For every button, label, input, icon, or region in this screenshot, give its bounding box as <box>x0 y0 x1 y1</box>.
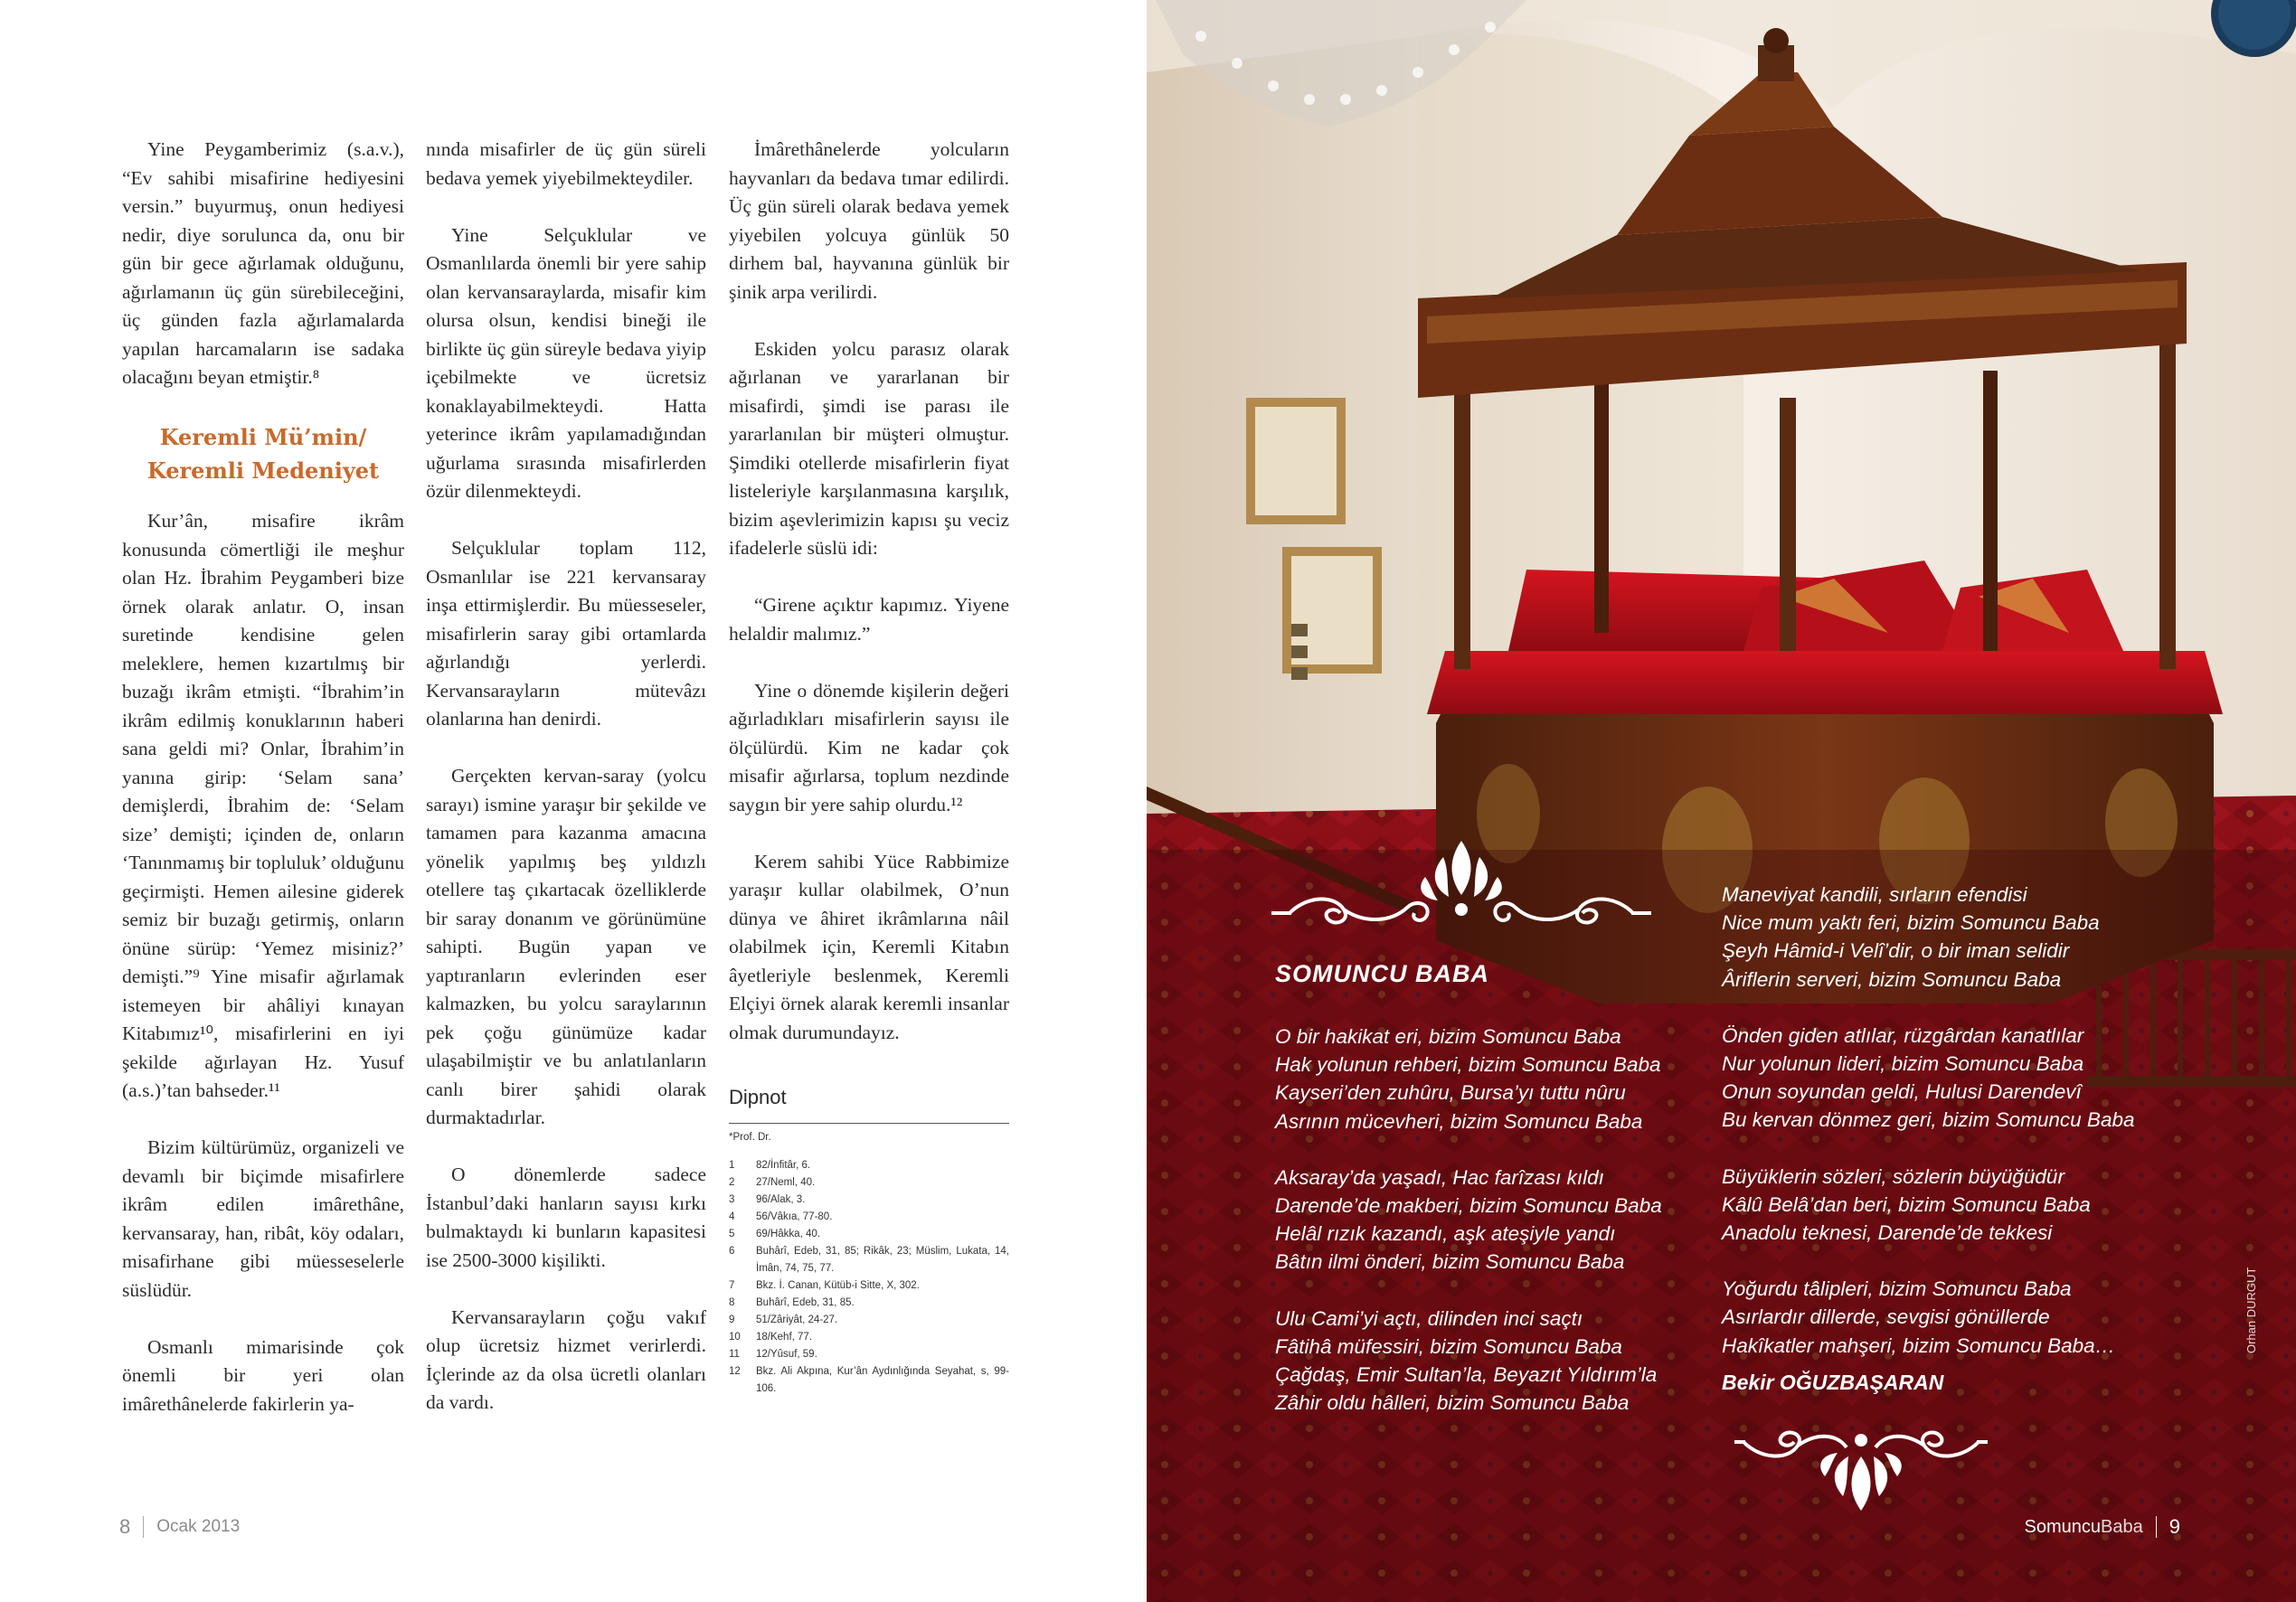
photo-credit-text: Orhan DURGUT <box>2244 1267 2258 1353</box>
paragraph: Bizim kültürümüz, organizeli ve devamlı bir biçimde misafirlere ikrâm edilen imârethâne, kervansaray, han, ribât, köy odaları, misafirhane gibi müesseselerle süslüdür. <box>122 1136 404 1301</box>
poem-line: Hakîkatler mahşeri, bizim Somuncu Baba… <box>1722 1333 2116 1357</box>
paragraph: Kervansarayların çoğu vakıf olup ücretsiz hizmet verirlerdi. İçlerinde az da olsa ücretli olanları da vardı. <box>426 1305 706 1413</box>
footnote-text: 27/Neml, 40. <box>756 1176 816 1188</box>
paragraph: Osmanlı mimarisinde çok önemli bir yeri olan imârethânelerde fakirlerin ya- <box>122 1335 404 1415</box>
poem-line: Asrının mücevheri, bizim Somuncu Baba <box>1275 1109 1643 1133</box>
poem-stanza <box>1722 1163 2134 1248</box>
poem-line: Büyüklerin sözleri, sözlerin büyüğüdür <box>1722 1164 2065 1188</box>
footnote-number: 5 <box>729 1228 735 1239</box>
paragraph: Selçuklular toplam 112, Osmanlılar ise 221 kervansaray inşa ettirmişlerdir. Bu müesseseler, misafirlerin saray gibi ortamlarda ağırlandığı yerlerdi. Kervansarayların mütevâzı olanlarına han denirdi. <box>426 537 706 730</box>
footnote-item <box>729 1157 1009 1174</box>
author-note: *Prof. Dr. <box>729 1131 771 1143</box>
footnote-number: 9 <box>729 1314 735 1325</box>
footnote-number: 10 <box>729 1331 741 1343</box>
footnote-text: Bkz. Ali Akpına, Kur’ân Aydınlığında Seyahat, s, 99-106. <box>756 1365 1009 1394</box>
footnote-item <box>729 1243 1009 1277</box>
footnote-number: 4 <box>729 1211 735 1222</box>
footer-divider <box>143 1516 144 1538</box>
poem-line: Asırlardır dillerde, sevgisi gönüllerde <box>1722 1305 2050 1329</box>
footnote-number: 6 <box>729 1245 735 1257</box>
poem-line: O bir hakikat eri, bizim Somuncu Baba <box>1275 1025 1621 1048</box>
footnote-item <box>729 1226 1009 1243</box>
right-page <box>1147 0 2296 1602</box>
footnote-item <box>729 1312 1009 1329</box>
footnote-item <box>729 1329 1009 1346</box>
footnote-item <box>729 1174 1009 1192</box>
paragraph: Yine o dönemde kişilerin değeri ağırladıkları misafirlerin sayısı ile ölçülürdü. Kim ne kadar çok misafir ağırlarsa, toplum nezdinde saygın bir yere sahip olurdu.¹² <box>729 679 1009 815</box>
paragraph: Eskiden yolcu parasız olarak ağırlanan ve yararlanan bir misafirdi, şimdi ise parası ile yararlanılan bir müşteri olmuştur. Şimdiki otellerde misafirlerin fiyat listeleriyle karşılanmasına karşılık, bizim aşevlerimizin kapısı şu veciz ifadelerle süslü idi: <box>729 337 1009 559</box>
footnote-text: 96/Alak, 3. <box>756 1193 806 1205</box>
poem-line: Zâhir oldu hâlleri, bizim Somuncu Baba <box>1275 1391 1630 1415</box>
footnote-number: 3 <box>729 1193 735 1205</box>
poem-stanza <box>1275 1305 1662 1418</box>
poem-line: Maneviyat kandili, sırların efendisi <box>1722 883 2027 906</box>
poem-line: Onun soyundan geldi, Hulusi Darendevî <box>1722 1080 2082 1104</box>
footnote-number: 11 <box>729 1348 740 1360</box>
footnote-item <box>729 1209 1009 1226</box>
text-column-1 <box>122 136 404 1447</box>
poem-line: Ulu Cami’yi açtı, dilinden inci saçtı <box>1275 1306 1583 1330</box>
footnote-text: Buhârî, Edeb, 31, 85. <box>756 1296 855 1308</box>
paragraph: Yine Selçuklular ve Osmanlılarda önemli bir yere sahip olan kervansaraylarda, misafir kim olursa olsun, kendisi bineği ile birlikte üç gün süreyle bedava yiyip içebilmekte ve ücretsiz konaklayabilmekteydi. Hatta yeterince ikrâm yapılamadığından uğurlama sırasında misafirlerden özür dilenmekteydi. <box>426 223 706 502</box>
paragraph: “Girene açıktır kapımız. Yiyene helaldir malımız.” <box>729 594 1009 645</box>
paragraph: Kerem sahibi Yüce Rabbimize yaraşır kullar olabilmek, O’nun dünya ve âhiret ikrâmlarına nâil olabilmek için, Keremli Kitabın âyetleriyle beslenmek, Keremli Elçiyi örnek alarak keremli insanlar olmak durumundayız. <box>729 850 1009 1043</box>
poem-line: Darende’de makberi, bizim Somuncu Baba <box>1275 1194 1662 1218</box>
poem-line: Önden giden atlılar, rüzgârdan kanatlılar <box>1722 1023 2084 1047</box>
poem-line: Bu kervan dönmez geri, bizim Somuncu Baba <box>1722 1108 2135 1132</box>
footnote-number: 1 <box>729 1159 735 1171</box>
footnote-item <box>729 1277 1009 1295</box>
poem-line: Helâl rızık kazandı, aşk ateşiyle yandı <box>1275 1222 1616 1246</box>
footnote-text: Buhârî, Edeb, 31, 85; Rikâk, 23; Müslim, Lukata, 14, İmân, 74, 75, 77. <box>756 1245 1009 1274</box>
footnote-text: Bkz. İ. Canan, Kütüb-i Sitte, X, 302. <box>756 1279 920 1291</box>
poem-line: Aksaray’da yaşadı, Hac farîzası kıldı <box>1275 1165 1604 1189</box>
paragraph: İmârethânelerde yolcuların hayvanları da bedava tımar edilirdi. Üç gün süreli olarak bedava yemek yiyebilen yolcuya günlük 50 dirhem bal, hayvanına günlük bir şinik arpa verilirdi. <box>729 138 1009 303</box>
text-column-2 <box>426 136 706 1446</box>
footnote-text: 12/Yûsuf, 59. <box>756 1348 817 1360</box>
poem-line: Anadolu teknesi, Darende’de tekkesi <box>1722 1221 2053 1245</box>
footnote-items <box>729 1157 1009 1398</box>
footnote-text: 56/Vâkıa, 77-80. <box>756 1211 833 1222</box>
poem-line: Kayseri’den zuhûru, Bursa’yı tuttu nûru <box>1275 1081 1626 1105</box>
page-number: 8 <box>119 1515 131 1538</box>
text-column-3 <box>729 136 1009 1398</box>
section-heading-line: Keremli Medeniyet <box>146 457 380 484</box>
poem-line: Çağdaş, Emir Sultan’la, Beyazıt Yıldırım’la <box>1275 1363 1658 1387</box>
poem-stanza <box>1722 1275 2134 1360</box>
poem-line: Yoğurdu tâlipleri, bizim Somuncu Baba <box>1722 1277 2072 1301</box>
footnote-text: 51/Zâriyât, 24-27. <box>756 1314 838 1325</box>
left-page <box>0 0 1147 1602</box>
footnote-item <box>729 1192 1009 1209</box>
poem-left-column <box>1275 1022 1662 1445</box>
footnote-number: 2 <box>729 1176 735 1188</box>
footer-divider <box>2156 1516 2157 1538</box>
issue-date: Ocak 2013 <box>156 1517 241 1536</box>
footnote-text: 82/İnfitâr, 6. <box>756 1159 811 1171</box>
poem-title: SOMUNCU BABA <box>1275 960 1489 987</box>
footnote-item <box>729 1295 1009 1312</box>
poem-stanza <box>1275 1164 1662 1277</box>
page-footer-right <box>2025 1515 2180 1539</box>
ornament-top <box>1271 841 1651 931</box>
paragraph: Yine Peygamberimiz (s.a.v.), “Ev sahibi misafirine hediyesini versin.” buyurmuş, onun hediyesi nedir, diye sorulunca da, onu bir gün bir gece ağırlamak olduğunu, ağırlamanın üç gün sürebileceğini, üç günden fazla ağırlamalarda yapılan harcamaların ise sadaka olacağını beyan etmiştir.⁸ <box>122 138 404 388</box>
poem-stanza <box>1722 1022 2134 1135</box>
footnote-text: 18/Kehf, 77. <box>756 1331 813 1343</box>
poem-line: Hak yolunun rehberi, bizim Somuncu Baba <box>1275 1053 1661 1077</box>
brand-part: Baba <box>2101 1516 2143 1537</box>
paragraph: O dönemlerde sadece İstanbul’daki hanların sayısı kırkı bulmaktaydı ki bunların kapasitesi ise 2500-3000 kişilikti. <box>426 1164 706 1271</box>
section-heading-line: Keremli Mü’min/ <box>159 424 367 450</box>
poem-line: Fâtihâ müfessiri, bizim Somuncu Baba <box>1275 1334 1622 1358</box>
section-heading <box>122 420 404 487</box>
footnote-item <box>729 1346 1009 1363</box>
poem-right-column <box>1722 881 2134 1397</box>
poem-line: Bâtın ilmi önderi, bizim Somuncu Baba <box>1275 1250 1625 1274</box>
poem-line: Âriflerin serveri, bizim Somuncu Baba <box>1722 967 2062 991</box>
footnote-number: 8 <box>729 1296 735 1308</box>
brand-part: Somuncu <box>2024 1516 2102 1537</box>
page-number: 9 <box>2168 1515 2180 1538</box>
poem-line: Nice mum yaktı feri, bizim Somuncu Baba <box>1722 911 2100 935</box>
paragraph: Kur’ân, misafire ikrâm konusunda cömertliği ile meşhur olan Hz. İbrahim Peygamberi bize örnek olarak anlatır. O, insan suretinde kendisine gelen meleklere, hemen kızartılmış bir buzağı ikrâm etmişti. “İbrahim’in ikrâm edilmiş konuklarının haberi sana geldi mi? Onlar, İbrahim’in yanına girip: ‘Selam sana’ demişlerdi, İbrahim de: ‘Selam size’ demişti; içinden de, onların ‘Tanınmamış bir topluluk’ olduğunu geçirmişti. Hemen ailesine giderek semiz bir buzağı getirmiş, onların önüne sürüp: ‘Yemez misiniz?’ demişti.”⁹ Yine misafir ağırlamak istemeyen bir ahâliyi kınayan Kitabımız¹⁰, misafirlerini en iyi şekilde ağırlayan Hz. Yusuf (a.s.)’tan bahseder.¹¹ <box>122 510 404 1101</box>
poem-stanza <box>1275 1022 1662 1136</box>
poem-line: Kâlû Belâ’dan beri, bizim Somuncu Baba <box>1722 1192 2091 1216</box>
paragraph: nında misafirler de üç gün süreli bedava yemek yiyebilmekteydiler. <box>426 138 706 189</box>
page-footer-left <box>119 1515 240 1539</box>
footnote-item <box>729 1363 1009 1398</box>
paragraph: Gerçekten kervan-saray (yolcu sarayı) ismine yaraşır bir şekilde ve tamamen para kazanma amacına yönelik yapılmış beş yıldızlı otellere taş çıkartacak özelliklerde bir saray donanım ve görünümüne sahipti. Bugün yapan ve yaptıranların evlerinden eser kalmazken, bu yolcu saraylarının pek çoğu günümüze kadar ulaşabilmiştir ve bu anlatılanların canlı birer şahidi olarak durmaktadırlar. <box>426 765 706 1128</box>
footnote-list <box>729 1129 1009 1398</box>
footnote-number: 12 <box>729 1365 741 1377</box>
footnote-heading: Dipnot <box>729 1083 1009 1124</box>
magazine-brand <box>2025 1517 2143 1538</box>
poem-line: Şeyh Hâmid-i Velî’dir, o bir iman selidir <box>1722 939 2070 963</box>
footnote-number: 7 <box>729 1279 735 1291</box>
ornament-bottom <box>1734 1424 1988 1511</box>
poem-line: Nur yolunun lideri, bizim Somuncu Baba <box>1722 1052 2084 1076</box>
poem-stanza <box>1722 881 2134 994</box>
poem-author: Bekir OĞUZBAŞARAN <box>1722 1370 1944 1394</box>
footnote-text: 69/Hâkka, 40. <box>756 1228 820 1239</box>
